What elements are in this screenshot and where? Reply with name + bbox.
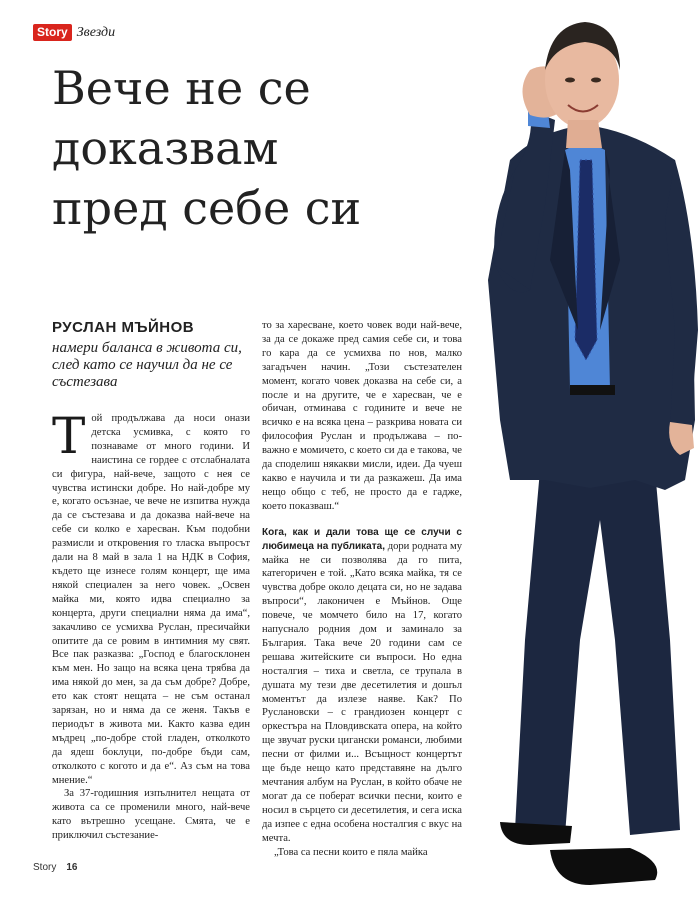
- brand-logo: Story: [33, 24, 72, 41]
- paragraph: „Това са песни които е пяла майка: [274, 846, 428, 858]
- page-footer: [33, 862, 77, 873]
- footer-brand: Story: [33, 862, 57, 873]
- article-column-1: [52, 407, 250, 843]
- article-column-2: [262, 319, 462, 859]
- page-number: 16: [66, 862, 78, 873]
- article-headline: [52, 58, 472, 238]
- section-label: Звезди: [76, 24, 116, 40]
- headline-line-1: Вече не се: [52, 61, 311, 115]
- paragraph: За 37-годишния изпълнител нещата от живота са се променили много, най-вече като вътрешно усещане. Смята, че е приключил състезание-: [52, 788, 250, 842]
- shoe-left: [500, 822, 572, 845]
- magazine-brand-header: [33, 24, 115, 41]
- paragraph-text: дори родната му майка не си позволява да го пита, категоричен е той. „Като всяка майка, тя се чувства добре около децата си, но не задава въпроси“, лаконичен е Мъйнов. Още повече, че момчето било на 17, когато напуснало родния дом и заминало за България. Така вече 20 години сам се решава житейските си въпроси. Но една носталгия – тиха и светла, се трупала в душата му тези две десетилетия и дошъл моментът да излезе наяве. Как? По Руслановски – с грандиозен концерт с оркестъра на Пловдивската опера, на който ще звучат руски цигански романси, любими песни от филми и... Всъщност концертът ще бъде нещо като представяне на дълго мечтания албум на Руслан, в който обаче не могат да се поберат всички песни, които е носил в сърцето си десетилетия, и сега иска да изпее с една особена носталгия с вкус на мечта.: [262, 540, 462, 844]
- inline-subhead: Кога, как и дали това ще се случи с любимеца на публиката,: [262, 526, 462, 552]
- shoe-right: [550, 848, 657, 885]
- headline-line-3: пред себе си: [52, 181, 362, 235]
- drop-cap: Т: [52, 407, 86, 465]
- portrait-photo: [470, 0, 700, 901]
- headline-line-2: доказвам: [52, 121, 279, 175]
- paragraph-with-subhead: [262, 526, 462, 846]
- paragraph-opening: [52, 407, 250, 787]
- paragraph-opening-text: ой продължава да носи онази детска усмивка, с която го познаваме от много години. И наистина се гордее с отслабналата си фигура, най-вече, защото с нея се чувства истински добре. Но най-добре му е, когато осъзнае, че вече не изпитва нужда да се състезава и да доказва най-вече на себе си колко е харесван. Към подобни размисли и откровения го тласка въпросът дали на 8 май в зала 1 на НДК в София, където ще изнесе голям концерт, ще има някой специален за него човек. „Освен майка ми, която идва специално за концерта, други специални няма да има“, закачливо се усмихва Руслан, пресичайки опитите да се ровим в интимния му свят. Все пак разказва: „Господ е благосклонен към мен. Но защо на всяка цена трябва да има някой до мен, за да съм добре? Добре, ето как стоят нещата – не съм останал зарязан, но и няма да се женя. Такъв е периодът в живота ми. Както казва един мъдрец „по-добре стой гладен, отколкото да ядеш боклуци, по-добре бъди сам, отколкото с когото и да е“. Аз съм на това мнение.“: [52, 413, 250, 786]
- subject-name: РУСЛАН МЪЙНОВ: [52, 319, 195, 336]
- paragraph: то за харесване, което човек води най-вече, за да се докаже пред самия себе си, и това го кара да се усмихва по нов, малко загадъчен начин. „Този състезателен момент, когато човек доказва на себе си, а после и на другите, че е харесван, че е обичан, отминава с годините и вече не всичко е на всяка цена – разкрива новата си философия Руслан и продължава – по-важно е момичето, с което си да е такова, че да споделиш някакви мисли, идеи. Да чуеш какво е научила и ти да разкажеш. Да има нещо общо с теб, не просто да е гадже, което показваш.“: [262, 320, 462, 512]
- article-deck: намери баланса в живота си, след като се научил да не се състезава: [52, 340, 242, 390]
